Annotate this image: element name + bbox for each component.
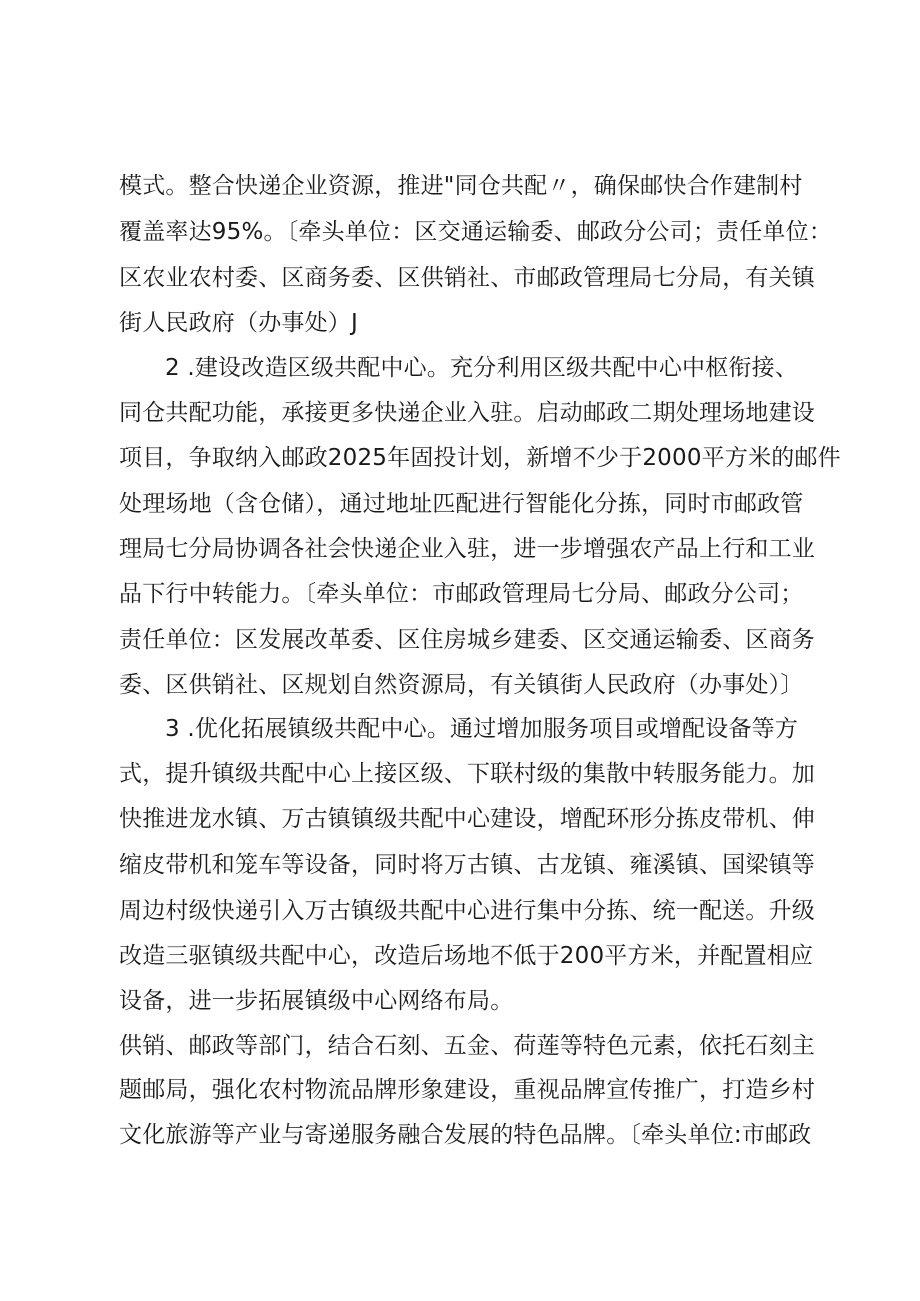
text-line: 委、区供销社、区规划自然资源局，有关镇街人民政府（办事处）〕 bbox=[119, 672, 804, 698]
text-line: 周边村级快递引入万古镇级共配中心进行集中分拣、统一配送。升级 bbox=[119, 898, 815, 924]
text-line: 改造三驱镇级共配中心，改造后场地不低于200平方米，并配置相应 bbox=[119, 943, 814, 969]
text-line: 设备，进一步拓展镇级中心网络布局。 bbox=[119, 988, 514, 1014]
paragraph-start-line: 2 .建设改造区级共配中心。充分利用区级共配中心中枢衔接、 bbox=[165, 355, 799, 381]
text-line: 区农业农村委、区商务委、区供销社、市邮政管理局七分局，有关镇 bbox=[119, 265, 815, 291]
text-line: 供销、邮政等部门，结合石刻、五金、荷莲等特色元素，依托石刻主 bbox=[119, 1033, 815, 1059]
text-line: 项目，争取纳入邮政2025年固投计划，新增不少于2000平方米的邮件 bbox=[119, 445, 841, 471]
text-line: 责任单位：区发展改革委、区住房城乡建委、区交通运输委、区商务 bbox=[119, 627, 815, 653]
text-line: 模式。整合快递企业资源，推进"同仓共配〃，确保邮快合作建制村 bbox=[119, 173, 803, 199]
text-line: 缩皮带机和笼车等设备，同时将万古镇、古龙镇、雍溪镇、国梁镇等 bbox=[119, 852, 815, 878]
text-line: 品下行中转能力。〔牵头单位：市邮政管理局七分局、邮政分公司； bbox=[119, 581, 804, 607]
text-line: 处理场地（含仓储），通过地址匹配进行智能化分拣，同时市邮政管 bbox=[119, 491, 804, 517]
text-line: 快推进龙水镇、万古镇镇级共配中心建设，增配环形分拣皮带机、伸 bbox=[119, 806, 815, 832]
text-line: 理局七分局协调各社会快递企业入驻，进一步增强农产品上行和工业 bbox=[119, 536, 815, 562]
paragraph-start-line: 3 .优化拓展镇级共配中心。通过增加服务项目或增配设备等方 bbox=[165, 716, 799, 742]
text-line: 式，提升镇级共配中心上接区级、下联村级的集散中转服务能力。加 bbox=[119, 761, 815, 787]
text-line: 同仓共配功能，承接更多快递企业入驻。启动邮政二期处理场地建设 bbox=[119, 400, 815, 426]
text-line: 覆盖率达95%。〔牵头单位：区交通运输委、邮政分公司；责任单位： bbox=[119, 219, 833, 245]
text-line: 题邮局，强化农村物流品牌形象建设，重视品牌宣传推广，打造乡村 bbox=[119, 1077, 815, 1103]
text-line: 街人民政府（办事处）J bbox=[119, 310, 358, 336]
text-line: 文化旅游等产业与寄递服务融合发展的特色品牌。〔牵头单位:市邮政 bbox=[119, 1122, 812, 1148]
